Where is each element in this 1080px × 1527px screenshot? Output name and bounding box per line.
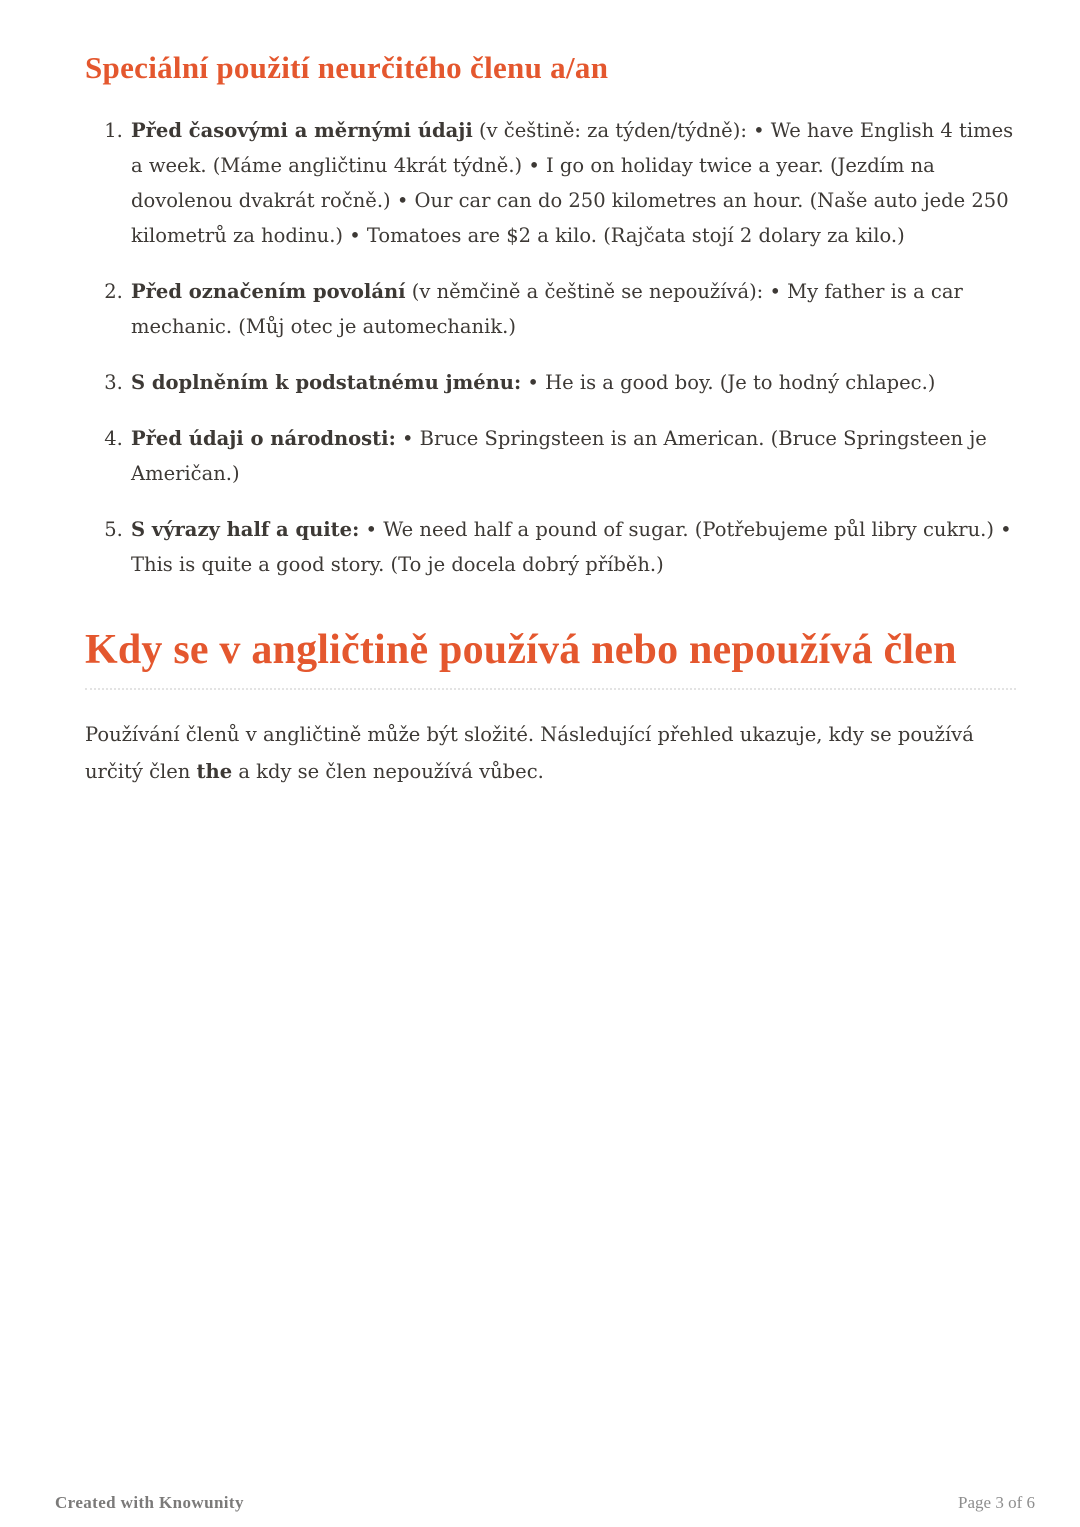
body-text: (v češtině: za týden/týdně): • We have English 4 times a week. (Máme angličtinu 4krát týdně.) • I go on holiday twice a year. (Jezdím na dovolenou dvakrát ročně.) • Our car can do 250 kilometres an hour. (Naše auto jede 250 kilometrů za hodinu.) • Tomatoes are $2 a kilo. (Rajčata stojí 2 dolary za kilo.) [131,118,1014,247]
special-usage-list [85,113,1016,582]
main-heading-article-usage: Kdy se v angličtině používá nebo nepoužívá člen [85,627,1016,690]
list-item [129,113,1016,253]
section-heading-special-usage: Speciální použití neurčitého členu a/an [85,50,609,85]
body-text: • He is a good boy. (Je to hodný chlapec.) [521,370,936,394]
bold-text: S doplněním k podstatnému jménu: [131,370,522,394]
list-item [129,274,1016,344]
list-item [129,421,1016,491]
intro-paragraph [85,716,1016,790]
body-text: • Bruce Springsteen is an American. (Bruce Springsteen je Američan.) [131,426,987,485]
bold-text: Před označením povolání [131,279,406,303]
bold-text: Před časovými a měrnými údaji [131,118,473,142]
footer-created-with: Created with Knowunity [55,1493,244,1512]
bold-text: S výrazy half a quite: [131,517,360,541]
body-text: Používání členů v angličtině může být složité. Následující přehled ukazuje, kdy se používá určitý člen [85,722,974,783]
body-text: (v němčině a češtině se nepoužívá): • My father is a car mechanic. (Můj otec je automechanik.) [131,279,963,338]
footer-page-number: Page 3 of 6 [958,1493,1035,1512]
list-item [129,512,1016,582]
list-item [129,365,1016,400]
bold-text: the [196,759,233,783]
page-footer [55,1493,1035,1513]
bold-text: Před údaji o národnosti: [131,426,396,450]
body-text: a kdy se člen nepoužívá vůbec. [232,759,544,783]
body-text: • We need half a pound of sugar. (Potřebujeme půl libry cukru.) • This is quite a good story. (To je docela dobrý příběh.) [131,517,1012,576]
